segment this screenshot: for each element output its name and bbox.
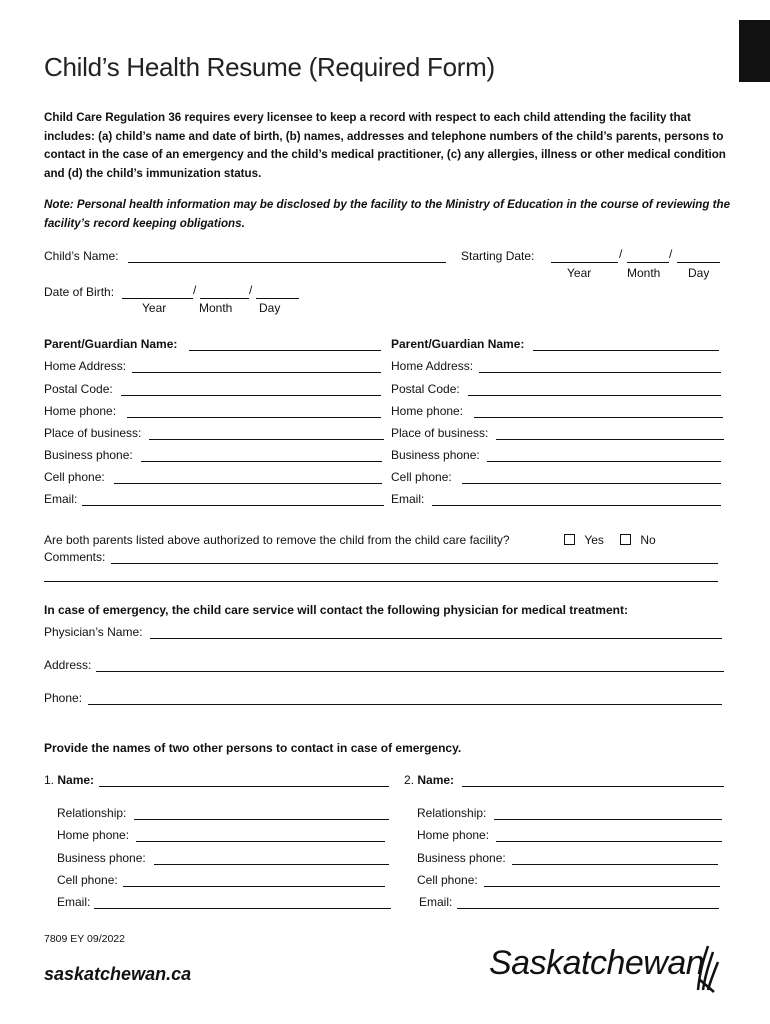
parent1-postal-code-field[interactable] [121,395,381,396]
dob-month-field[interactable] [200,298,249,299]
saskatchewan-logo [489,944,704,983]
contact2-name-label [404,773,454,787]
physician-name-label: Physician’s Name: [44,625,143,639]
starting-day-caption: Day [688,266,710,280]
dob-slash-2: / [249,283,253,297]
contact2-number: 2. [404,773,415,787]
dob-month-caption: Month [199,301,233,315]
parent2-business-phone-field[interactable] [487,461,721,462]
parent2-home-phone-label: Home phone: [391,404,464,418]
parent2-postal-code-label: Postal Code: [391,382,460,396]
parent1-place-of-business-label: Place of business: [44,426,142,440]
no-label: No [640,533,656,547]
contact1-business-phone-field[interactable] [154,864,389,865]
parent1-home-address-label: Home Address: [44,359,127,373]
contact2-email-field[interactable] [457,908,719,909]
comments-label: Comments: [44,550,106,564]
yes-label: Yes [584,533,604,547]
contact1-home-phone-label: Home phone: [57,828,130,842]
parent1-business-phone-field[interactable] [141,461,382,462]
contact2-home-phone-label: Home phone: [417,828,490,842]
dob-day-caption: Day [259,301,281,315]
dob-day-field[interactable] [256,298,299,299]
contact1-email-label: Email: [57,895,91,909]
childs-name-label: Child’s Name: [44,249,119,263]
contact2-business-phone-label: Business phone: [417,851,506,865]
contact2-relationship-field[interactable] [494,819,722,820]
dob-year-caption: Year [142,301,167,315]
contact1-name-text: Name: [57,773,95,787]
dob-year-field[interactable] [122,298,193,299]
yes-option[interactable] [564,533,604,547]
no-checkbox[interactable] [620,534,631,545]
contact1-business-phone-label: Business phone: [57,851,146,865]
contact1-cell-phone-field[interactable] [123,886,385,887]
starting-year-field[interactable] [551,262,618,263]
contact2-business-phone-field[interactable] [512,864,718,865]
emergency-contacts-heading: Provide the names of two other persons to contact in case of emergency. [44,741,462,755]
dob-slash-1: / [193,283,197,297]
starting-date-label: Starting Date: [461,249,535,263]
physician-address-field[interactable] [96,671,724,672]
parent1-email-label: Email: [44,492,78,506]
comments-field-line-1[interactable] [111,563,718,564]
parent2-name-field[interactable] [533,350,719,351]
comments-field-line-2[interactable] [44,581,718,582]
parent2-place-of-business-field[interactable] [496,439,724,440]
contact1-email-field[interactable] [94,908,391,909]
contact1-relationship-label: Relationship: [57,806,127,820]
contact2-cell-phone-field[interactable] [484,886,720,887]
contact1-relationship-field[interactable] [134,819,389,820]
form-code: 7809 EY 09/2022 [44,933,125,945]
parent1-home-phone-label: Home phone: [44,404,117,418]
parent1-name-field[interactable] [189,350,381,351]
parent1-cell-phone-field[interactable] [114,483,382,484]
parent2-home-phone-field[interactable] [474,417,723,418]
parent1-business-phone-label: Business phone: [44,448,133,462]
physician-address-label: Address: [44,658,92,672]
parent2-home-address-field[interactable] [479,372,721,373]
contact2-home-phone-field[interactable] [496,841,722,842]
contact2-name-field[interactable] [462,786,724,787]
contact1-cell-phone-label: Cell phone: [57,873,118,887]
page-title: Child’s Health Resume (Required Form) [44,52,495,82]
starting-year-caption: Year [567,266,592,280]
starting-date-slash-2: / [669,247,673,261]
parent2-email-label: Email: [391,492,425,506]
authorization-question: Are both parents listed above authorized to remove the child from the child care facility? [44,533,510,547]
yes-checkbox[interactable] [564,534,575,545]
parent1-place-of-business-field[interactable] [149,439,384,440]
parent2-business-phone-label: Business phone: [391,448,480,462]
parent2-name-label: Parent/Guardian Name: [391,337,525,351]
physician-phone-field[interactable] [88,704,722,705]
contact2-cell-phone-label: Cell phone: [417,873,478,887]
starting-month-caption: Month [627,266,661,280]
childs-name-field[interactable] [128,262,446,263]
contact2-name-text: Name: [417,773,455,787]
contact2-relationship-label: Relationship: [417,806,487,820]
no-option[interactable] [620,533,656,547]
physician-phone-label: Phone: [44,691,83,705]
parent1-home-address-field[interactable] [132,372,381,373]
contact1-number: 1. [44,773,55,787]
parent2-postal-code-field[interactable] [468,395,721,396]
contact1-name-field[interactable] [99,786,389,787]
intro-paragraph: Child Care Regulation 36 requires every licensee to keep a record with respect to each child attending the facility that includes: (a) child’s name and date of birth, (b) names, addresses and telephone numbers of the child’s parents, persons to contact in the case of an emergency and the child’s medical practitioner, (c) any allergies, illness or other medical condition and (d) the child’s immunization status. [44,111,726,180]
parent2-cell-phone-field[interactable] [462,483,721,484]
physician-heading: In case of emergency, the child care service will contact the following physician for medical treatment: [44,603,628,617]
starting-day-field[interactable] [677,262,720,263]
black-page-tab [739,20,770,82]
parent1-email-field[interactable] [82,505,384,506]
date-of-birth-label: Date of Birth: [44,285,115,299]
contact1-home-phone-field[interactable] [136,841,385,842]
starting-month-field[interactable] [627,262,669,263]
privacy-note: Note: Personal health information may be disclosed by the facility to the Ministry of Education in the course of reviewing the facility’s record keeping obligations. [44,198,731,230]
parent1-cell-phone-label: Cell phone: [44,470,105,484]
parent2-cell-phone-label: Cell phone: [391,470,452,484]
contact2-email-label: Email: [419,895,453,909]
parent1-home-phone-field[interactable] [127,417,381,418]
physician-name-field[interactable] [150,638,722,639]
parent2-home-address-label: Home Address: [391,359,474,373]
parent2-email-field[interactable] [432,505,721,506]
wheat-icon [694,944,720,994]
contact1-name-label [44,773,94,787]
website-url[interactable]: saskatchewan.ca [44,964,192,984]
parent1-name-label: Parent/Guardian Name: [44,337,178,351]
starting-date-slash-1: / [619,247,623,261]
parent2-place-of-business-label: Place of business: [391,426,489,440]
logo-wordmark: Saskatchewan [489,944,705,982]
parent1-postal-code-label: Postal Code: [44,382,113,396]
